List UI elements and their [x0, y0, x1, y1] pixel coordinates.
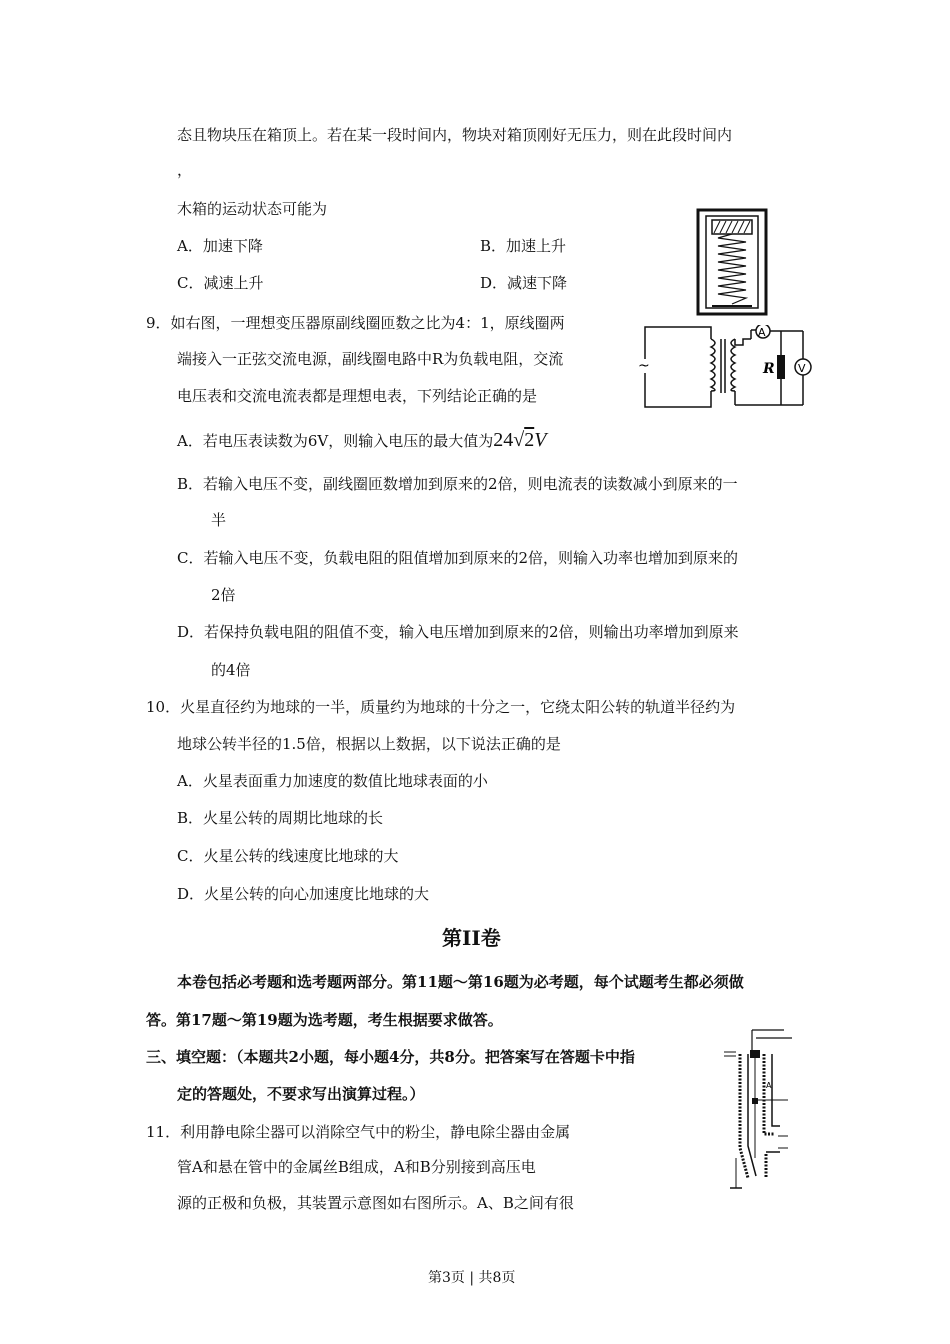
- q10-line1: 10．火星直径约为地球的一半，质量约为地球的十分之一，它绕太阳公转的轨道半径约为: [146, 698, 736, 716]
- sqrt-symbol: √2: [513, 429, 535, 451]
- q9-option-d-line2: 的4倍: [211, 661, 251, 679]
- q11-line1: 11．利用静电除尘器可以消除空气中的粉尘，静电除尘器由金属: [146, 1123, 571, 1141]
- q8-option-d: D．减速下降: [480, 274, 568, 292]
- q8-option-a: A．加速下降: [177, 237, 263, 255]
- q9-option-a-number: 24: [493, 429, 514, 451]
- q9-line2: 端接入一正弦交流电源，副线圈电路中R为负载电阻，交流: [177, 350, 564, 368]
- q9-option-c-line2: 2倍: [211, 586, 236, 604]
- q11-line3: 源的正极和负极，其装置示意图如右图所示。A、B之间有很: [177, 1194, 574, 1212]
- page-footer: 第3页 | 共8页: [428, 1270, 516, 1286]
- section-intro-line2: 答。第17题～第19题为选考题，考生根据要求做答。: [146, 1011, 503, 1029]
- tube-label: A: [766, 1081, 772, 1090]
- q8-line1: 态且物块压在箱顶上。若在某一段时间内，物块对箱顶刚好无压力，则在此段时间内: [177, 126, 733, 144]
- q11-line2: 管A和悬在管中的金属丝B组成，A和B分别接到高压电: [177, 1158, 536, 1176]
- q9-line1: 9．如右图，一理想变压器原副线圈匝数之比为4：1，原线圈两: [146, 314, 565, 332]
- q10-option-a: A．火星表面重力加速度的数值比地球表面的小: [177, 772, 488, 790]
- section-title: 第II卷: [442, 926, 501, 950]
- q10-option-b: B．火星公转的周期比地球的长: [177, 809, 384, 827]
- ac-source-symbol: ~: [638, 358, 650, 374]
- q8-line1-tail: ，: [177, 161, 193, 179]
- q9-option-a-radicand: 2: [524, 429, 535, 451]
- part3-heading-line2: 定的答题处，不要求写出演算过程。）: [177, 1085, 425, 1103]
- resistor-symbol: R: [763, 361, 775, 377]
- q9-option-a: [177, 430, 546, 451]
- q9-option-d-line1: D．若保持负载电阻的阻值不变，输入电压增加到原来的2倍，则输出功率增加到原来: [177, 623, 739, 641]
- section-intro-line1: 本卷包括必考题和选考题两部分。第11题～第16题为必考题，每个试题考生都必须做: [177, 973, 744, 991]
- q9-option-a-text: A．若电压表读数为6V，则输入电压的最大值为: [177, 432, 494, 450]
- q8-option-b: B．加速上升: [480, 237, 567, 255]
- q9-option-c-line1: C．若输入电压不变，负载电阻的阻值增加到原来的2倍，则输入功率也增加到原来的: [177, 549, 739, 567]
- q10-line2: 地球公转半径的1.5倍，根据以上数据，以下说法正确的是: [177, 735, 561, 753]
- transformer-circuit-figure: [633, 325, 823, 411]
- precipitator-figure: [722, 1028, 798, 1196]
- q9-option-b-line1: B．若输入电压不变，副线圈匝数增加到原来的2倍，则电流表的读数减小到原来的一: [177, 475, 738, 493]
- q9-option-b-line2: 半: [211, 511, 227, 529]
- spring-box-figure: [696, 208, 768, 316]
- part3-heading-line1: 三、填空题：（本题共2小题，每小题4分，共8分。把答案写在答题卡中指: [146, 1048, 635, 1066]
- q9-line3: 电压表和交流电流表都是理想电表，下列结论正确的是: [177, 387, 538, 405]
- q10-option-d: D．火星公转的向心加速度比地球的大: [177, 885, 430, 903]
- voltmeter-symbol: V: [798, 362, 806, 375]
- q8-option-c: C．减速上升: [177, 274, 264, 292]
- q9-option-a-unit: V: [534, 429, 547, 451]
- ammeter-symbol: A: [758, 326, 766, 339]
- q10-option-c: C．火星公转的线速度比地球的大: [177, 847, 399, 865]
- q8-line2: 木箱的运动状态可能为: [177, 200, 328, 218]
